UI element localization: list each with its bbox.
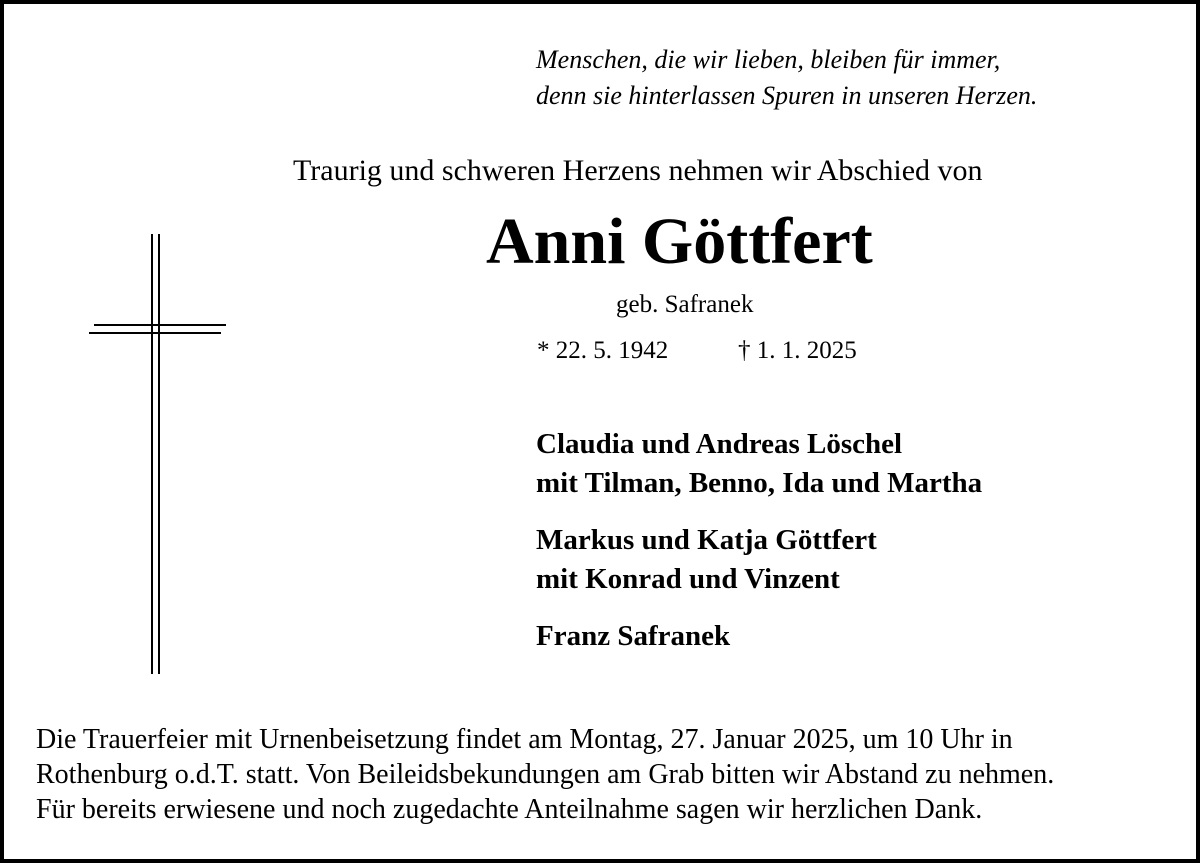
mourner-line: mit Konrad und Vinzent xyxy=(536,563,840,595)
mourner-line: Franz Safranek xyxy=(536,620,731,652)
mourner-line: Markus und Katja Göttfert xyxy=(536,524,877,556)
maiden-name: geb. Safranek xyxy=(616,291,754,318)
intro-text: Traurig und schweren Herzens nehmen wir Abschied von xyxy=(293,154,983,187)
cross-icon xyxy=(84,229,229,679)
mourner-line: Claudia und Andreas Löschel xyxy=(536,428,903,460)
quote-line-2: denn sie hinterlassen Spuren in unseren Herzen. xyxy=(536,81,1038,110)
notice-line: Rothenburg o.d.T. statt. Von Beileidsbekundungen am Grab bitten wir Abstand zu nehmen. xyxy=(36,759,1055,790)
death-date: † 1. 1. 2025 xyxy=(738,337,857,364)
mourner-line: mit Tilman, Benno, Ida und Martha xyxy=(536,467,983,499)
deceased-name: Anni Göttfert xyxy=(486,205,873,278)
notice-line: Die Trauerfeier mit Urnenbeisetzung findet am Montag, 27. Januar 2025, um 10 Uhr in xyxy=(36,724,1013,755)
notice-line: Für bereits erwiesene und noch zugedachte Anteilnahme sagen wir herzlichen Dank. xyxy=(36,794,983,825)
birth-date: * 22. 5. 1942 xyxy=(537,337,669,364)
quote-line-1: Menschen, die wir lieben, bleiben für immer, xyxy=(536,45,1001,74)
